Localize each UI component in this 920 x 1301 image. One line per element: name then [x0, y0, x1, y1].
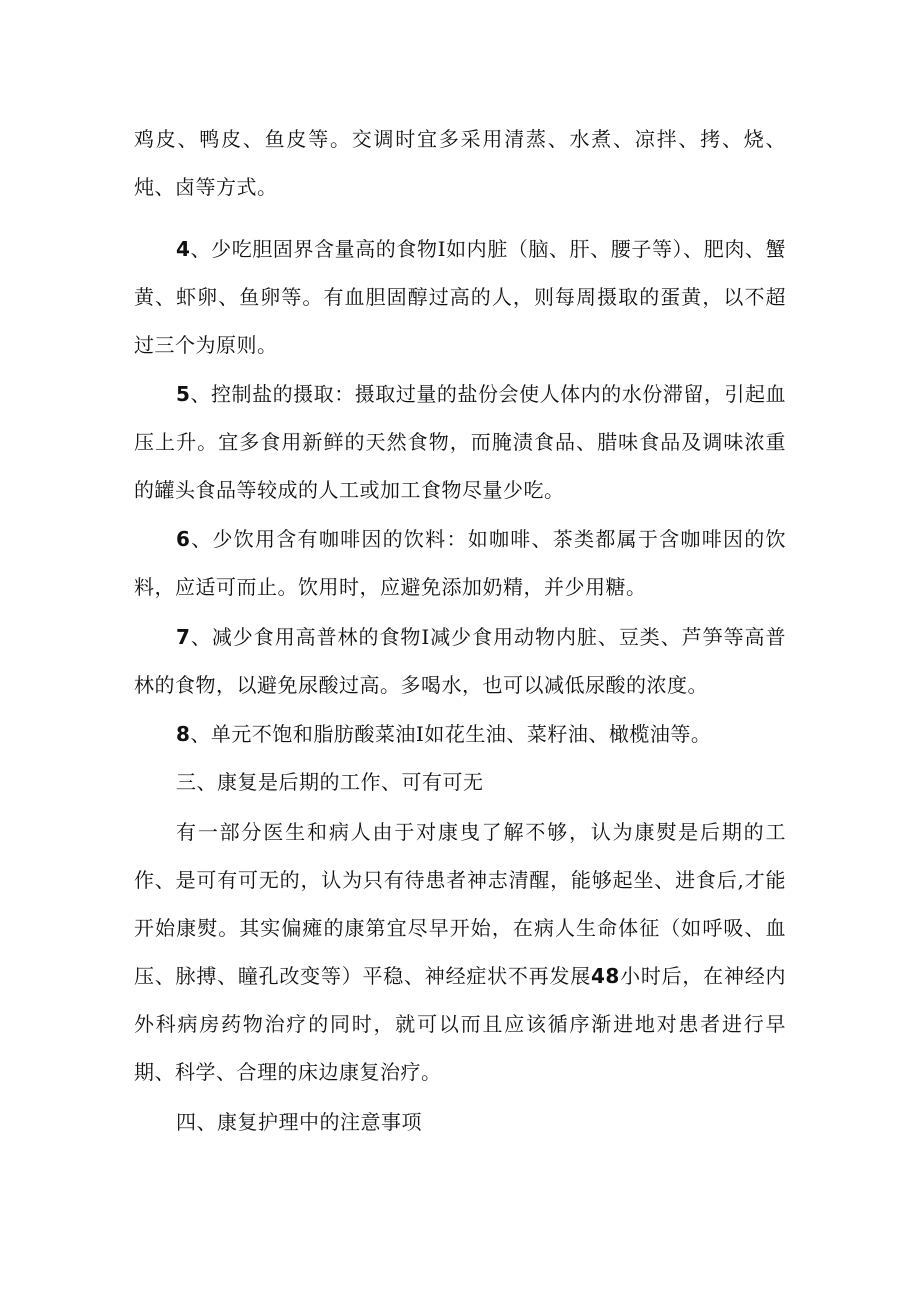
- paragraph-text: 、少吃胆固界含量高的食物I如内脏（脑、肝、腰子等）、肥肉、蟹黄、虾卵、鱼卵等。有血胆固醇过高的人，则每周摄取的蛋黄，以不超过三个为原则。: [134, 237, 786, 357]
- paragraph-early-rehab: [134, 808, 786, 1096]
- paragraph-cooking-methods: [134, 115, 786, 211]
- item-number: 5: [176, 382, 191, 406]
- item-number: 7: [176, 625, 191, 649]
- heading-text: 四、康复护理中的注意事项: [176, 1110, 422, 1134]
- paragraph-item-5: [134, 370, 786, 514]
- paragraph-item-7: [134, 613, 786, 709]
- heading-text: 三、康复是后期的工作、可有可无: [176, 770, 484, 794]
- paragraph-text: 、单元不饱和脂肪酸菜油I如花生油、菜籽油、橄榄油等。: [190, 722, 712, 746]
- paragraph-item-4: [134, 225, 786, 369]
- paragraph-item-6: [134, 515, 786, 611]
- hours-number: 48: [590, 964, 620, 988]
- paragraph-item-8: [134, 710, 786, 758]
- paragraph-text: 、控制盐的摄取：摄取过量的盐份会使人体内的水份滞留，引起血压上升。宜多食用新鲜的天然食物，而腌渍食品、腊味食品及调味浓重的罐头食品等较成的人工或加工食物尽量少吃。: [134, 382, 786, 502]
- paragraph-text: 、少饮用含有咖啡因的饮料：如咖啡、茶类都属于含咖啡因的饮料，应适可而止。饮用时，应避免添加奶精，并少用糖。: [134, 527, 786, 599]
- paragraph-text: 、减少食用高普林的食物I减少食用动物内脏、豆类、芦笋等高普林的食物，以避免尿酸过高。多喝水，也可以减低尿酸的浓度。: [134, 625, 786, 697]
- item-number: 6: [176, 527, 191, 551]
- section-heading-3: [134, 758, 786, 806]
- paragraph-text: 小时后，在神经内外科病房药物治疗的同时，就可以而且应该循序渐进地对患者进行早期、科学、合理的床边康复治疗。: [134, 964, 787, 1084]
- item-number: 8: [176, 722, 191, 746]
- section-heading-4: [134, 1098, 786, 1146]
- paragraph-text: 鸡皮、鸭皮、鱼皮等。交调时宜多采用清蒸、水煮、凉拌、拷、烧、炖、卤等方式。: [134, 127, 786, 199]
- paragraph-text: 有一部分医生和病人由于对康曳了解不够，认为康熨是后期的工作、是可有可无的，认为只有待患者神志清醒，能够起坐、进食后,才能开始康熨。其实偏瘫的康第宜尽早开始，在病人生命体征（如呼吸、血压、脉搏、瞳孔改变等）平稳、神经症状不再发展: [134, 820, 786, 988]
- item-number: 4: [176, 237, 191, 261]
